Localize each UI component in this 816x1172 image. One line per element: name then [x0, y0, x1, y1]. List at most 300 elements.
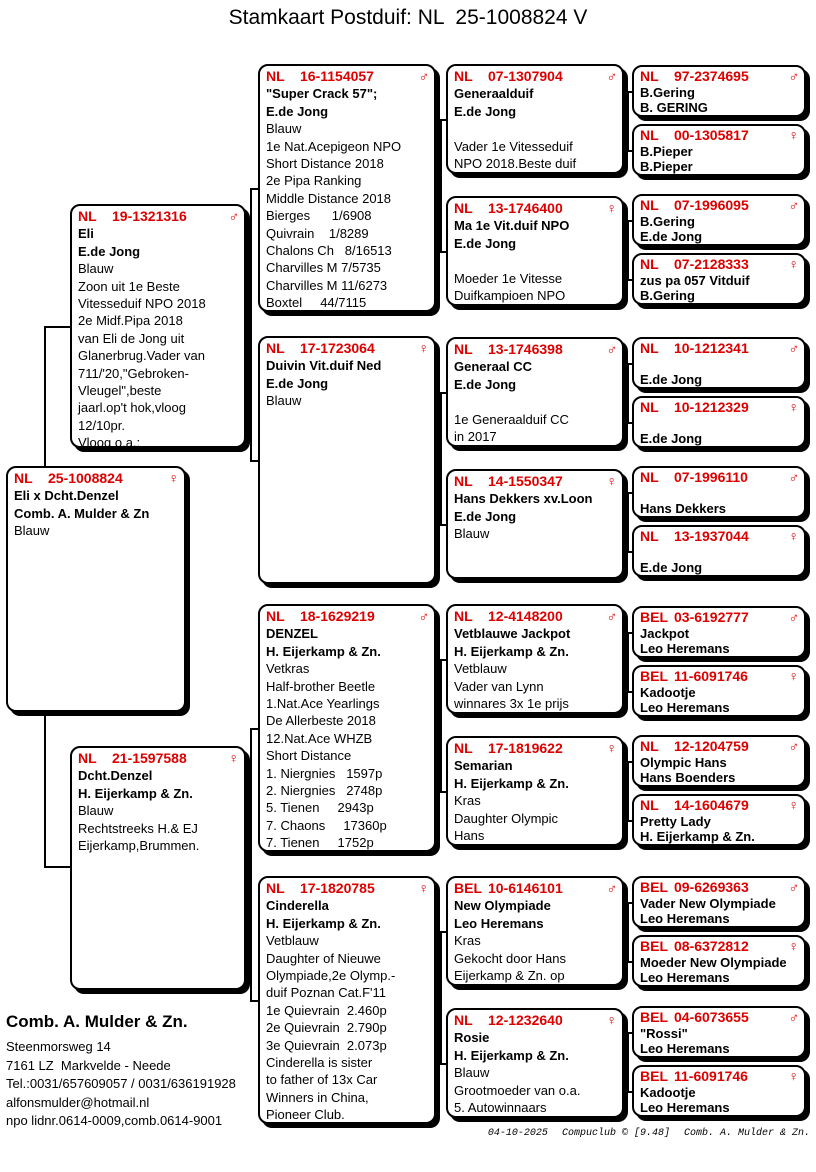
pedigree-box-g5e [632, 337, 806, 389]
connector-line [627, 220, 629, 281]
pigeon-owner: E.de Jong [640, 560, 703, 575]
pigeon-info-line [454, 120, 617, 137]
pigeon-info-line: Short Distance [266, 748, 352, 764]
ring-country: BEL [640, 1009, 668, 1025]
pigeon-info-line: 7. Chaons 17360p [266, 817, 387, 833]
pedigree-box-g5o [632, 1006, 806, 1058]
pigeon-info-line: Vetkras [266, 661, 310, 677]
pigeon-name: Kadootje [640, 684, 696, 700]
pedigree-box-g3a [258, 64, 436, 312]
pigeon-name [640, 416, 799, 432]
pigeon-owner: E.de Jong [640, 372, 703, 387]
pigeon-owner: E.de Jong [266, 375, 329, 391]
ring-country: NL [266, 68, 285, 84]
pigeon-info [454, 660, 617, 712]
ring-header [640, 128, 799, 144]
pigeon-info-line: Olympiade,2e Olymp.- [266, 968, 396, 984]
pigeon-info-line: Vetblauw [454, 661, 507, 677]
pigeon-name: B.Gering [640, 84, 695, 100]
sex-female-icon: ♀ [606, 473, 617, 489]
pigeon-info-line: 1e Generaalduif CC [454, 411, 569, 427]
pigeon-info [266, 120, 429, 311]
pigeon-info [454, 393, 617, 445]
ring-country: NL [14, 470, 33, 486]
pedigree-box-g3c [258, 604, 436, 852]
pedigree-box-g4a [446, 64, 624, 174]
pedigree-box-g5m [632, 876, 806, 928]
pigeon-info-line: 5. Autowinnaars [454, 1100, 547, 1116]
pedigree-box-g5g [632, 466, 806, 518]
pigeon-owner: H. Eijerkamp & Zn. [640, 829, 755, 844]
ring-header [266, 68, 429, 85]
connector-line [250, 728, 252, 1002]
sex-female-icon: ♀ [788, 528, 799, 544]
pigeon-info-line: 711/'20,"Gebroken- [78, 365, 189, 381]
pigeon-name: Jackpot [640, 625, 690, 641]
sex-male-icon: ♂ [606, 608, 617, 624]
breeder-phone: Tel.:0031/657609057 / 0031/636191928 [6, 1076, 236, 1092]
connector-line [44, 326, 70, 328]
pigeon-info-line: duif Poznan Cat.F'11 [266, 985, 387, 1001]
pigeon-name: Moeder New Olympiade [640, 954, 787, 970]
connector-line [627, 632, 629, 693]
ring-country: BEL [640, 609, 668, 625]
pigeon-info-line: 2e Quievrain 2.790p [266, 1020, 387, 1036]
ring-number: 11-6091746 [674, 668, 748, 684]
pigeon-info-line: Eijerkamp & Zn. op [454, 968, 565, 984]
ring-header [454, 68, 617, 85]
pigeon-name [640, 486, 799, 502]
sex-female-icon: ♀ [788, 797, 799, 813]
pigeon-info-line: Vloog o.a.: [78, 435, 141, 451]
pedigree-box-g4e [446, 604, 624, 714]
pigeon-name: Kadootje [640, 1084, 696, 1100]
sex-female-icon: ♀ [788, 127, 799, 143]
pigeon-info-line: Blauw [454, 1065, 490, 1081]
pigeon-info-line: Charvilles M 11/6273 [266, 277, 388, 293]
ring-country: BEL [640, 938, 668, 954]
pigeon-info-line: Kras [454, 933, 481, 949]
ring-number: 04-6073655 [674, 1009, 749, 1025]
pigeon-name: Ma 1e Vit.duif NPO [454, 218, 570, 234]
pigeon-name: "Super Crack 57"; [266, 86, 378, 102]
sex-male-icon: ♂ [788, 340, 799, 356]
pigeon-info [454, 252, 617, 304]
pigeon-info-line: Eijerkamp,Brummen. [78, 838, 200, 854]
pigeon-info-line: Vitesseduif NPO 2018 [78, 296, 206, 312]
breeder-name: Comb. A. Mulder & Zn. [6, 1012, 188, 1031]
pigeon-info [78, 802, 239, 854]
pigeon-owner: Leo Heremans [640, 1041, 730, 1056]
ring-number: 17-1820785 [300, 880, 375, 896]
pigeon-name: B.Gering [640, 213, 695, 229]
pigeon-name: Hans Dekkers xv.Loon [454, 491, 593, 507]
pigeon-info-line: Hans [454, 828, 485, 844]
ring-country: BEL [454, 880, 482, 896]
pigeon-info-line: 1e Quievrain 2.460p [266, 1002, 387, 1018]
ring-country: NL [454, 1012, 473, 1028]
ring-header [640, 529, 799, 545]
sex-female-icon: ♀ [788, 938, 799, 954]
pigeon-name: DENZEL [266, 626, 318, 642]
pigeon-name: Vader New Olympiade [640, 895, 776, 911]
pedigree-box-g5b [632, 124, 806, 176]
pedigree-box-g4g [446, 876, 624, 986]
connector-line [440, 392, 442, 526]
pigeon-owner: B.Gering [640, 288, 695, 303]
footer-software: Compuclub © [9.48] [561, 1128, 670, 1139]
ring-number: 00-1305817 [674, 127, 749, 143]
breeder-address-city: 7161 LZ Markvelde - Neede [6, 1057, 171, 1073]
pedigree-box-g5p [632, 1065, 806, 1117]
pigeon-info-line: jaarl.op't hok,vloog [78, 400, 186, 416]
sex-female-icon: ♀ [168, 470, 179, 486]
pigeon-info-line [454, 252, 617, 269]
page-title: Stamkaart Postduif: NL 25-1008824 V [228, 6, 588, 29]
pigeon-owner: Leo Heremans [640, 911, 730, 926]
pigeon-info-line: 1.Nat.Ace Yearlings [266, 696, 380, 712]
sex-female-icon: ♀ [788, 668, 799, 684]
sex-female-icon: ♀ [606, 200, 617, 216]
ring-header [640, 1010, 799, 1026]
breeder-contact [6, 1012, 236, 1131]
pedigree-box-g1 [6, 466, 186, 712]
ring-country: NL [454, 341, 473, 357]
ring-header [78, 208, 239, 225]
pigeon-name: Rosie [454, 1030, 490, 1046]
pigeon-info-line: Short Distance 2018 [266, 156, 384, 172]
pigeon-info-line: Rechtstreeks H.& EJ [78, 820, 198, 836]
pigeon-info-line: Cinderella is sister [266, 1055, 373, 1071]
sex-female-icon: ♀ [418, 880, 429, 896]
pigeon-owner: E.de Jong [454, 376, 517, 392]
pigeon-info-line: Blauw [454, 526, 490, 542]
ring-header [640, 341, 799, 357]
sex-male-icon: ♂ [418, 68, 429, 84]
ring-header [640, 739, 799, 755]
sex-male-icon: ♂ [606, 68, 617, 84]
connector-line [250, 728, 258, 730]
connector-line [627, 91, 629, 152]
pigeon-info [266, 392, 429, 409]
connector-line [440, 931, 442, 1065]
ring-country: NL [454, 608, 473, 624]
pedigree-box-g5n [632, 935, 806, 987]
pigeon-info-line: Bierges 1/6908 [266, 208, 372, 224]
ring-country: BEL [640, 668, 668, 684]
pigeon-info-line: Grootmoeder van o.a. [454, 1082, 581, 1098]
pigeon-info-line: Blauw [266, 121, 302, 137]
ring-header [454, 608, 617, 625]
pigeon-name: Duivin Vit.duif Ned [266, 358, 382, 374]
ring-header [266, 340, 429, 357]
pedigree-box-g5h [632, 525, 806, 577]
pigeon-info-line: van Eli de Jong uit [78, 330, 185, 346]
ring-country: NL [640, 68, 659, 84]
ring-country: NL [454, 473, 473, 489]
pedigree-box-g4h [446, 1008, 624, 1118]
ring-number: 19-1321316 [112, 208, 187, 224]
ring-header [454, 341, 617, 358]
pigeon-info-line: Vader van Lynn [454, 678, 544, 694]
connector-line [250, 188, 258, 190]
pigeon-info-line: Glanerbrug.Vader van [78, 348, 205, 364]
ring-number: 17-1723064 [300, 340, 375, 356]
ring-number: 12-1232640 [488, 1012, 563, 1028]
pigeon-info-line: Kras [454, 793, 481, 809]
pigeon-name: Eli [78, 226, 94, 242]
pigeon-info-line: Charvilles M 7/5735 [266, 260, 381, 276]
pigeon-owner: H. Eijerkamp & Zn. [454, 775, 569, 791]
pigeon-owner: Hans Boenders [640, 770, 736, 785]
pigeon-name: "Rossi" [640, 1025, 688, 1041]
pigeon-owner: H. Eijerkamp & Zn. [454, 1047, 569, 1063]
pigeon-info [454, 932, 617, 984]
pedigree-box-g5f [632, 396, 806, 448]
ring-header [454, 1012, 617, 1029]
connector-line [440, 659, 442, 793]
pigeon-info-line: 2. Niergnies 2748p [266, 783, 383, 799]
pigeon-name: New Olympiade [454, 898, 551, 914]
ring-country: NL [454, 200, 473, 216]
ring-header [640, 669, 799, 685]
ring-country: NL [78, 208, 97, 224]
breeder-address-street: Steenmorsweg 14 [6, 1039, 111, 1054]
ring-number: 10-1212341 [674, 340, 749, 356]
pedigree-box-g2b [70, 746, 246, 990]
pigeon-owner: E.de Jong [454, 235, 517, 251]
pigeon-info-line: De Allerbeste 2018 [266, 713, 376, 729]
connector-line [250, 460, 258, 462]
sex-male-icon: ♂ [606, 341, 617, 357]
connector-line [627, 492, 629, 553]
sex-male-icon: ♂ [788, 469, 799, 485]
pigeon-info-line: to father of 13x Car [266, 1072, 378, 1088]
pigeon-info-line: NPO 2018.Beste duif [454, 156, 577, 172]
footer-date: 04-10-2025 [487, 1128, 548, 1139]
ring-number: 11-6091746 [674, 1068, 748, 1084]
pigeon-info-line: Gekocht door Hans [454, 950, 567, 966]
pigeon-owner: H. Eijerkamp & Zn. [454, 643, 569, 659]
ring-number: 03-6192777 [674, 609, 749, 625]
ring-country: NL [454, 740, 473, 756]
ring-number: 10-1212329 [674, 399, 749, 415]
pigeon-owner: Leo Heremans [640, 1100, 730, 1115]
ring-header [78, 750, 239, 767]
pigeon-info-line: Half-brother Beetle [266, 678, 376, 694]
connector-line [44, 710, 46, 866]
pedigree-box-g3d [258, 876, 436, 1124]
pigeon-name: Olympic Hans [640, 754, 727, 770]
ring-header [266, 880, 429, 897]
ring-number: 12-4148200 [488, 608, 563, 624]
pedigree-box-g5i [632, 606, 806, 658]
pigeon-info-line: Vleugel",beste [78, 383, 162, 399]
ring-number: 18-1629219 [300, 608, 375, 624]
pigeon-info-line: Moeder 1e Vitesse [454, 270, 563, 286]
pigeon-info [14, 522, 179, 539]
pedigree-box-g4f [446, 736, 624, 846]
ring-country: NL [640, 197, 659, 213]
pigeon-owner: Leo Heremans [640, 700, 730, 715]
ring-number: 16-1154057 [300, 68, 374, 84]
ring-header [454, 880, 617, 897]
ring-country: NL [78, 750, 97, 766]
sex-female-icon: ♀ [228, 750, 239, 766]
ring-country: NL [266, 340, 285, 356]
pigeon-info-line: 3e Quievrain 2.073p [266, 1037, 387, 1053]
ring-number: 07-1996095 [674, 197, 749, 213]
pigeon-name: B.Pieper [640, 143, 693, 159]
pigeon-info-line: Daughter Olympic [454, 810, 559, 826]
pigeon-owner: B.Pieper [640, 159, 693, 174]
ring-country: NL [266, 608, 285, 624]
ring-header [454, 740, 617, 757]
footer-line [488, 1128, 810, 1139]
pigeon-owner: Comb. A. Mulder & Zn [14, 505, 150, 521]
pigeon-info-line: Blauw [78, 803, 114, 819]
pigeon-name: Generaal CC [454, 359, 533, 375]
connector-line [627, 1032, 629, 1093]
pigeon-info [266, 932, 429, 1123]
pigeon-name: Generaalduif [454, 86, 534, 102]
breeder-email: alfonsmulder@hotmail.nl [6, 1094, 150, 1110]
connector-line [627, 902, 629, 963]
sex-female-icon: ♀ [606, 1012, 617, 1028]
sex-male-icon: ♂ [788, 68, 799, 84]
pedigree-box-g5a [632, 65, 806, 117]
pigeon-info-line: Vader 1e Vitesseduif [454, 138, 573, 154]
pigeon-info-line: Boxtel 44/7115 [266, 295, 367, 311]
ring-header [640, 400, 799, 416]
pedigree-box-g4c [446, 337, 624, 447]
pigeon-owner: Leo Heremans [640, 970, 730, 985]
pigeon-info [454, 1064, 617, 1116]
ring-header [454, 200, 617, 217]
sex-female-icon: ♀ [788, 399, 799, 415]
connector-line [44, 326, 46, 466]
connector-line [250, 1000, 258, 1002]
ring-country: NL [640, 340, 659, 356]
ring-number: 08-6372812 [674, 938, 749, 954]
sex-male-icon: ♂ [418, 608, 429, 624]
pedigree-box-g3b [258, 336, 436, 584]
sex-female-icon: ♀ [418, 340, 429, 356]
pigeon-info-line: 2e Pipa Ranking [266, 173, 362, 189]
ring-number: 25-1008824 [48, 470, 123, 486]
pigeon-info-line: Blauw [266, 393, 302, 409]
connector-line [440, 119, 442, 253]
ring-country: NL [640, 469, 659, 485]
pedigree-box-g5k [632, 735, 806, 787]
pigeon-info-line: Chalons Ch 8/16513 [266, 243, 392, 259]
ring-country: NL [640, 256, 659, 272]
ring-header [14, 470, 179, 487]
pigeon-name: Dcht.Denzel [78, 768, 153, 784]
ring-header [640, 880, 799, 896]
pigeon-info [266, 660, 429, 851]
ring-country: NL [640, 127, 659, 143]
connector-line [627, 761, 629, 822]
ring-header [640, 198, 799, 214]
connector-line [250, 188, 252, 462]
ring-number: 17-1819622 [488, 740, 563, 756]
pigeon-info-line: Duifkampioen NPO [454, 288, 566, 304]
ring-number: 13-1746398 [488, 341, 563, 357]
pigeon-info-line: 7. Tienen 1752p [266, 835, 374, 851]
sex-male-icon: ♂ [788, 738, 799, 754]
ring-number: 97-2374695 [674, 68, 749, 84]
pigeon-info-line: 1e Nat.Acepigeon NPO [266, 138, 402, 154]
ring-header [640, 470, 799, 486]
ring-header [640, 1069, 799, 1085]
sex-female-icon: ♀ [788, 256, 799, 272]
pedigree-box-g5d [632, 253, 806, 305]
pigeon-name [640, 357, 799, 373]
ring-country: NL [640, 738, 659, 754]
sex-female-icon: ♀ [788, 1068, 799, 1084]
pigeon-owner: E.de Jong [454, 508, 517, 524]
ring-number: 14-1550347 [488, 473, 563, 489]
ring-country: NL [640, 797, 659, 813]
pigeon-info-line: Pioneer Club. [266, 1107, 345, 1123]
sex-male-icon: ♂ [606, 880, 617, 896]
ring-header [640, 69, 799, 85]
pedigree-box-g5l [632, 794, 806, 846]
ring-country: NL [640, 399, 659, 415]
pigeon-name: zus pa 057 Vitduif [640, 272, 750, 288]
ring-header [640, 939, 799, 955]
ring-country: BEL [640, 1068, 668, 1084]
pigeon-owner: H. Eijerkamp & Zn. [266, 915, 381, 931]
pedigree-box-g4b [446, 196, 624, 306]
pedigree-box-g5c [632, 194, 806, 246]
pigeon-info-line: 12/10pr. [78, 417, 125, 433]
pigeon-owner: Leo Heremans [640, 641, 730, 656]
ring-country: NL [454, 68, 473, 84]
pigeon-info-line: 12.Nat.Ace WHZB [266, 730, 373, 746]
pigeon-name: Cinderella [266, 898, 329, 914]
pigeon-info-line: Quivrain 1/8289 [266, 225, 369, 241]
pigeon-info-line: Winners in China, [266, 1089, 369, 1105]
footer-breeder: Comb. A. Mulder & Zn. [683, 1128, 810, 1139]
ring-number: 12-1204759 [674, 738, 749, 754]
ring-number: 07-1996110 [674, 469, 748, 485]
pigeon-info-line: Middle Distance 2018 [266, 190, 392, 206]
ring-number: 13-1937044 [674, 528, 749, 544]
pigeon-info-line: Blauw [14, 523, 50, 539]
ring-header [454, 473, 617, 490]
pigeon-owner: H. Eijerkamp & Zn. [266, 643, 381, 659]
pigeon-name: Semarian [454, 758, 513, 774]
pigeon-name: Vetblauwe Jackpot [454, 626, 571, 642]
pigeon-name: Pretty Lady [640, 813, 711, 829]
pigeon-owner: B. GERING [640, 100, 708, 115]
pigeon-info-line: Zoon uit 1e Beste [78, 278, 180, 294]
pigeon-name: Eli x Dcht.Denzel [14, 488, 119, 504]
ring-number: 10-6146101 [488, 880, 563, 896]
pigeon-info-line: 5. Tienen 2943p [266, 800, 374, 816]
ring-header [266, 608, 429, 625]
pigeon-owner: E.de Jong [78, 243, 141, 259]
pigeon-owner: E.de Jong [454, 103, 517, 119]
pigeon-info-line: Daughter of Nieuwe [266, 950, 381, 966]
connector-line [44, 866, 70, 868]
sex-male-icon: ♂ [788, 1009, 799, 1025]
pigeon-info-line: 2e Midf.Pipa 2018 [78, 313, 183, 329]
sex-female-icon: ♀ [606, 740, 617, 756]
ring-number: 07-1307904 [488, 68, 563, 84]
